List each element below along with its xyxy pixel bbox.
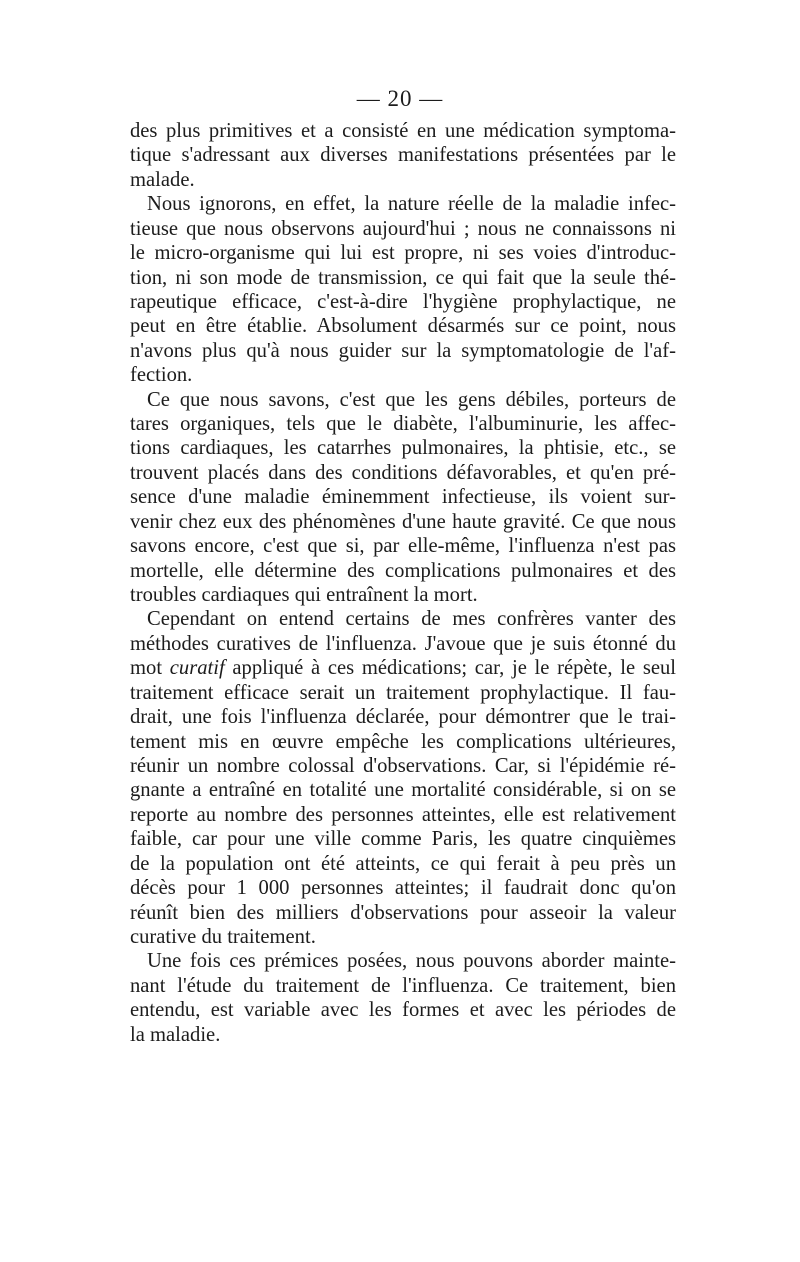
text-line: Nous ignorons, en effet, la nature réelle de la maladie infec-: [147, 193, 676, 216]
text-line-with-italic: [130, 656, 676, 680]
text-line: la maladie.: [130, 1023, 221, 1046]
text-line: tares organiques, tels que le diabète, l'albuminurie, les affec-: [130, 413, 676, 436]
text-line: décès pour 1 000 personnes atteintes; il faudrait donc qu'on: [130, 877, 676, 900]
text-line: reporte au nombre des personnes atteintes, elle est relativement: [130, 803, 676, 826]
paragraph-2: [130, 192, 676, 387]
text-fragment: mot: [130, 657, 163, 680]
text-line: n'avons plus qu'à nous guider sur la symptomatologie de l'af-: [130, 339, 676, 362]
text-line: Une fois ces prémices posées, nous pouvons aborder mainte-: [147, 950, 676, 973]
text-line: nant l'étude du traitement de l'influenza. Ce traitement, bien: [130, 974, 676, 997]
text-line: mortelle, elle détermine des complications pulmonaires et des: [130, 559, 676, 582]
text-line: réunît bien des milliers d'observations pour asseoir la valeur: [130, 901, 676, 924]
text-line: méthodes curatives de l'influenza. J'avoue que je suis étonné du: [130, 632, 676, 655]
text-line: fection.: [130, 364, 193, 387]
paragraph-5: [130, 949, 676, 1047]
text-line: Ce que nous savons, c'est que les gens débiles, porteurs de: [147, 388, 676, 411]
text-line: traitement efficace serait un traitement prophylactique. Il fau-: [130, 681, 676, 704]
paragraph-4: [130, 607, 676, 949]
text-line: Cependant on entend certains de mes confrères vanter des: [147, 608, 676, 631]
paragraph-3: [130, 388, 676, 608]
text-line: troubles cardiaques qui entraînent la mort.: [130, 584, 478, 607]
text-line: tieuse que nous observons aujourd'hui ; nous ne connaissons ni: [130, 217, 676, 240]
text-line: trouvent placés dans des conditions défavorables, et qu'en pré-: [130, 461, 676, 484]
text-line: tique s'adressant aux diverses manifestations présentées par le: [130, 144, 676, 167]
text-line: tion, ni son mode de transmission, ce qui fait que la seule thé-: [130, 266, 676, 289]
text-line: réunir un nombre colossal d'observations. Car, si l'épidémie ré-: [130, 754, 676, 777]
text-line: malade.: [130, 168, 195, 191]
text-line: drait, une fois l'influenza déclarée, pour démontrer que le trai-: [130, 706, 676, 729]
text-line: rapeutique efficace, c'est-à-dire l'hygiène prophylactique, ne: [130, 290, 676, 313]
body-text: [130, 119, 676, 1047]
page-number: — 20 —: [356, 86, 444, 111]
text-line: venir chez eux des phénomènes d'une haute gravité. Ce que nous: [130, 510, 676, 533]
paragraph-1: [130, 119, 676, 192]
text-line: savons encore, c'est que si, par elle-même, l'influenza n'est pas: [130, 535, 676, 558]
text-fragment: appliqué à ces médications; car, je le répète, le seul: [232, 657, 677, 680]
text-line: tions cardiaques, les catarrhes pulmonaires, la phtisie, etc., se: [130, 437, 676, 460]
text-line: sence d'une maladie éminemment infectieuse, ils voient sur-: [130, 486, 676, 509]
text-line: entendu, est variable avec les formes et avec les périodes de: [130, 999, 676, 1022]
italic-word: curatif: [169, 657, 225, 680]
text-line: le micro-organisme qui lui est propre, ni ses voies d'introduc-: [130, 242, 676, 265]
text-line: gnante a entraîné en totalité une mortalité considérable, si on se: [130, 779, 676, 802]
text-line: de la population ont été atteints, ce qui ferait à peu près un: [130, 852, 676, 875]
text-line: tement mis en œuvre empêche les complications ultérieures,: [130, 730, 676, 753]
text-line: des plus primitives et a consisté en une médication symptoma-: [130, 120, 676, 142]
text-line: curative du traitement.: [130, 925, 316, 948]
text-line: faible, car pour une ville comme Paris, les quatre cinquièmes: [130, 828, 676, 851]
text-line: peut en être établie. Absolument désarmés sur ce point, nous: [130, 315, 676, 338]
